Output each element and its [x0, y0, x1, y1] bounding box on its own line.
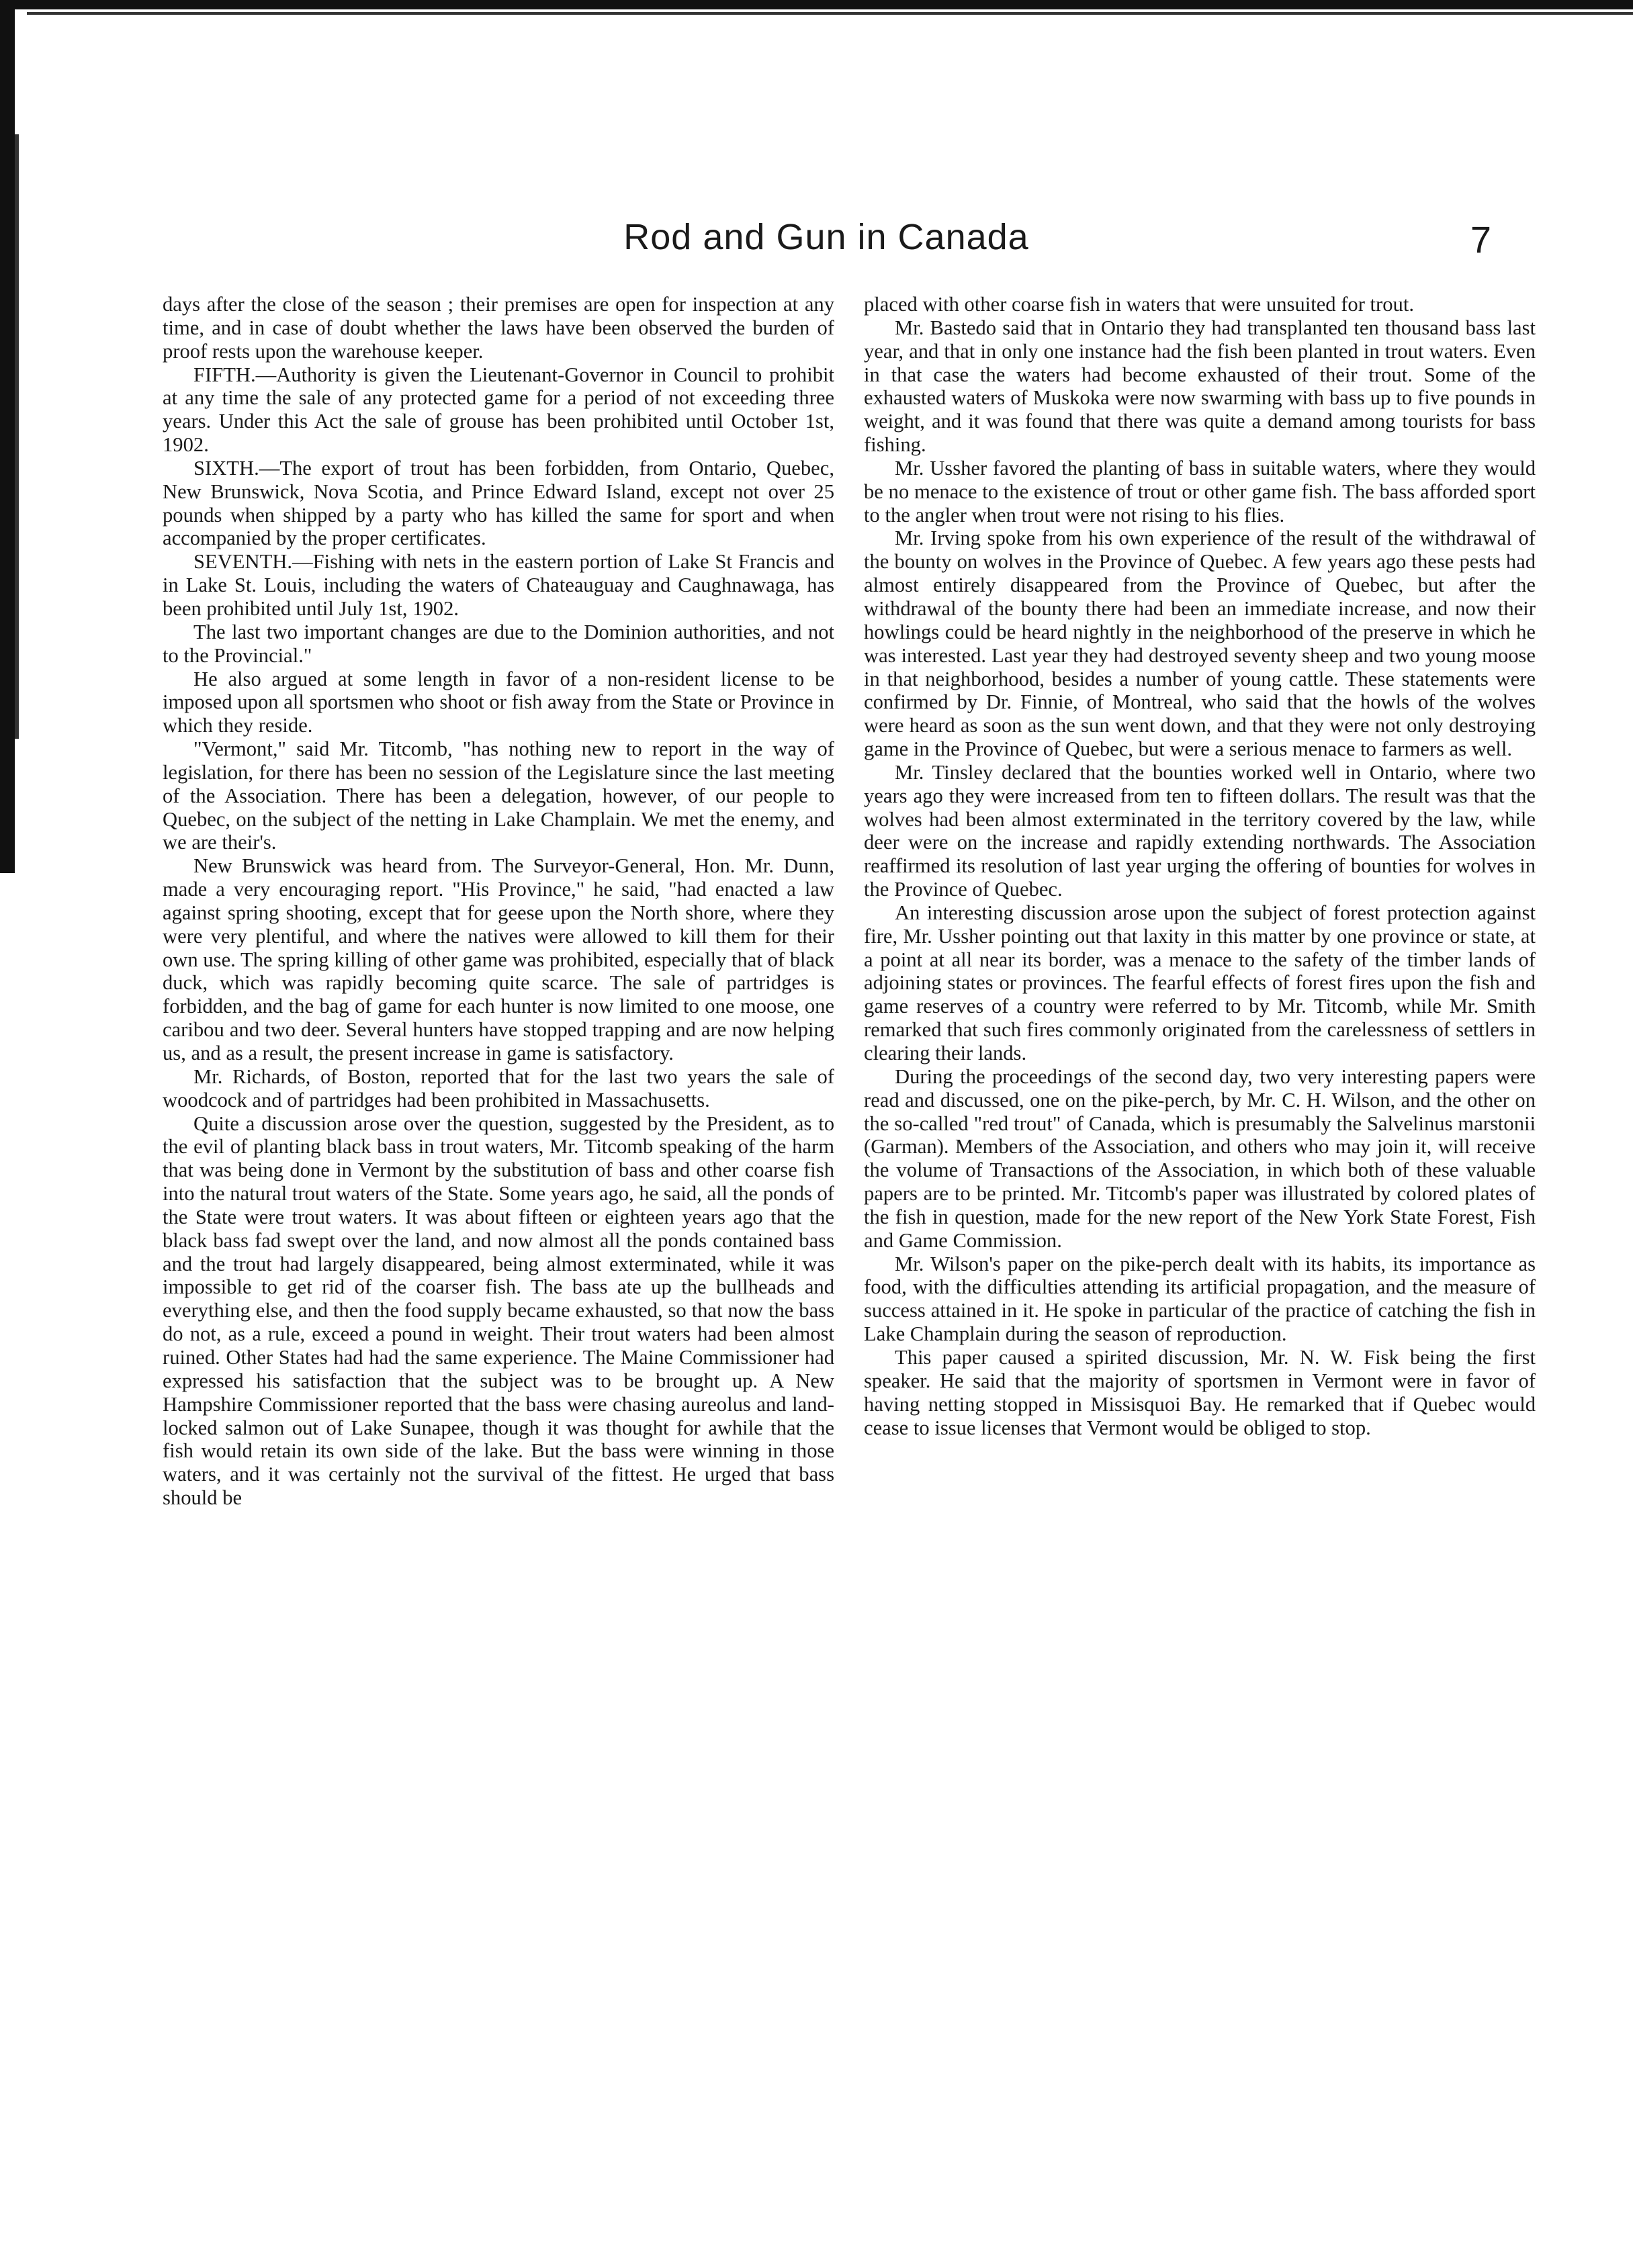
paragraph: Quite a discussion arose over the question, suggested by the President, as to the evil of planting black bass in trout waters, Mr. Titcomb speaking of the harm that was being done in Vermont by the substitution of bass and other coarse fish into the natural trout waters of the State. Some years ago, he said, all the ponds of the State were trout waters. It was about fifteen or eighteen years ago that the black bass fad swept over the land, and now almost all the ponds contained bass and the trout had largely disappeared, being almost exterminated, while it was impossible to get rid of the coarser fish. The bass ate up the bullheads and everything else, and then the food supply became exhausted, so that now the bass do not, as a rule, exceed a pound in weight. Their trout waters had been almost ruined. Other States had had the same experience. The Maine Commissioner had expressed his satisfaction that the subject was to be brought up. A New Hampshire Commissioner reported that the bass were chasing aureolus and land-locked salmon out of Lake Sunapee, though it was thought for awhile that the fish would retain its own side of the lake. But the bass were winning in those waters, and it was certainly not the survival of the fittest. He urged that bass should be	[163, 1112, 834, 1510]
left-column	[163, 293, 834, 1510]
paragraph: During the proceedings of the second day, two very interesting papers were read and discussed, one on the pike-perch, by Mr. C. H. Wilson, and the other on the so-called "red trout" of Canada, which is presumably the Salvelinus marstonii (Garman). Members of the Association, and others who may join it, will receive the volume of Transactions of the Association, in which both of these valuable papers are to be printed. Mr. Titcomb's paper was illustrated by colored plates of the fish in question, made for the new report of the New York State Forest, Fish and Game Commission.	[864, 1064, 1536, 1252]
top-border-rule-secondary	[27, 12, 1633, 15]
paragraph: The last two important changes are due to the Dominion authorities, and not to the Provincial."	[163, 620, 834, 667]
page-number: 7	[1470, 218, 1491, 261]
paragraph: Mr. Richards, of Boston, reported that for the last two years the sale of woodcock and of partridges had been prohibited in Massachusetts.	[163, 1064, 834, 1112]
paragraph: FIFTH.—Authority is given the Lieutenant-Governor in Council to prohibit at any time the sale of any protected game for a period of not exceeding three years. Under this Act the sale of grouse has been prohibited until October 1st, 1902.	[163, 363, 834, 457]
paragraph: New Brunswick was heard from. The Surveyor-General, Hon. Mr. Dunn, made a very encouraging report. "His Province," he said, "had enacted a law against spring shooting, except that for geese upon the North shore, where they were very plentiful, and where the natives were allowed to kill them for their own use. The spring killing of other game was prohibited, especially that of black duck, which was rapidly becoming quite scarce. The sale of partridges is forbidden, and the bag of game for each hunter is now limited to one moose, one caribou and two deer. Several hunters have stopped trapping and are now helping us, and as a result, the present increase in game is satisfactory.	[163, 854, 834, 1064]
paragraph: "Vermont," said Mr. Titcomb, "has nothing new to report in the way of legislation, for there has been no session of the Legislature since the last meeting of the Association. There has been a delegation, however, of our people to Quebec, on the subject of the netting in Lake Champlain. We met the enemy, and we are their's.	[163, 737, 834, 854]
paragraph: Mr. Tinsley declared that the bounties worked well in Ontario, where two years ago they were increased from ten to fifteen dollars. The result was that the wolves had been almost exterminated in the territory covered by the law, while deer were on the increase and rapidly extending northwards. The Association reaffirmed its resolution of last year urging the offering of bounties for wolves in the Province of Quebec.	[864, 760, 1536, 901]
page-header	[161, 214, 1491, 267]
paragraph: He also argued at some length in favor of a non-resident license to be imposed upon all sportsmen who shoot or fish away from the State or Province in which they reside.	[163, 667, 834, 737]
top-border-rule	[0, 0, 1633, 9]
paragraph: Mr. Ussher favored the planting of bass in suitable waters, where they would be no menace to the existence of trout or other game fish. The bass afforded sport to the angler when trout were not rising to his flies.	[864, 456, 1536, 527]
paragraph: Mr. Wilson's paper on the pike-perch dealt with its habits, its importance as food, with the difficulties attending its artificial propagation, and the measure of success attained in it. He spoke in particular of the practice of catching the fish in Lake Champlain during the season of reproduction.	[864, 1252, 1536, 1346]
paragraph: This paper caused a spirited discussion, Mr. N. W. Fisk being the first speaker. He said that the majority of sportsmen in Vermont were in favor of having netting stopped in Missisquoi Bay. He remarked that if Quebec would cease to issue licenses that Vermont would be obliged to stop.	[864, 1345, 1536, 1439]
right-column	[864, 293, 1536, 1439]
scan-binding-edge	[0, 0, 15, 873]
paragraph: SIXTH.—The export of trout has been forbidden, from Ontario, Quebec, New Brunswick, Nova Scotia, and Prince Edward Island, except not over 25 pounds when shipped by a party who has killed the same for sport and when accompanied by the proper certificates.	[163, 456, 834, 550]
paragraph: SEVENTH.—Fishing with nets in the eastern portion of Lake St Francis and in Lake St. Louis, including the waters of Chateauguay and Caughnawaga, has been prohibited until July 1st, 1902.	[163, 550, 834, 620]
paragraph: days after the close of the season ; their premises are open for inspection at any time, and in case of doubt whether the laws have been observed the burden of proof rests upon the warehouse keeper.	[163, 293, 834, 363]
running-title: Rod and Gun in Canada	[623, 217, 1029, 257]
paragraph: Mr. Irving spoke from his own experience of the result of the withdrawal of the bounty on wolves in the Province of Quebec. A few years ago these pests had almost entirely disappeared from the Province of Quebec, but after the withdrawal of the bounty there had been an immediate increase, and now their howlings could be heard nightly in the neighborhood of the preserve in which he was interested. Last year they had destroyed seventy sheep and two young moose in that neighborhood, besides a number of young cattle. These statements were confirmed by Dr. Finnie, of Montreal, who said that the howls of the wolves were heard as soon as the sun went down, and that they were not only destroying game in the Province of Quebec, but were a serious menace to farmers as well.	[864, 527, 1536, 761]
paragraph: An interesting discussion arose upon the subject of forest protection against fire, Mr. Ussher pointing out that laxity in this matter by one province or state, at a point at all near its border, was a menace to the safety of the timber lands of adjoining states or provinces. The fearful effects of forest fires upon the fish and game reserves of a country were referred to by Mr. Titcomb, while Mr. Smith remarked that such fires commonly originated from the carelessness of settlers in clearing their lands.	[864, 901, 1536, 1064]
scan-binding-edge-secondary	[15, 134, 19, 739]
paragraph: placed with other coarse fish in waters that were unsuited for trout.	[864, 293, 1414, 316]
paragraph: Mr. Bastedo said that in Ontario they had transplanted ten thousand bass last year, and that in only one instance had the fish been planted in trout waters. Even in that case the waters had become exhausted of their trout. Some of the exhausted waters of Muskoka were now swarming with bass up to five pounds in weight, and it was found that there was quite a demand among tourists for bass fishing.	[864, 316, 1536, 457]
